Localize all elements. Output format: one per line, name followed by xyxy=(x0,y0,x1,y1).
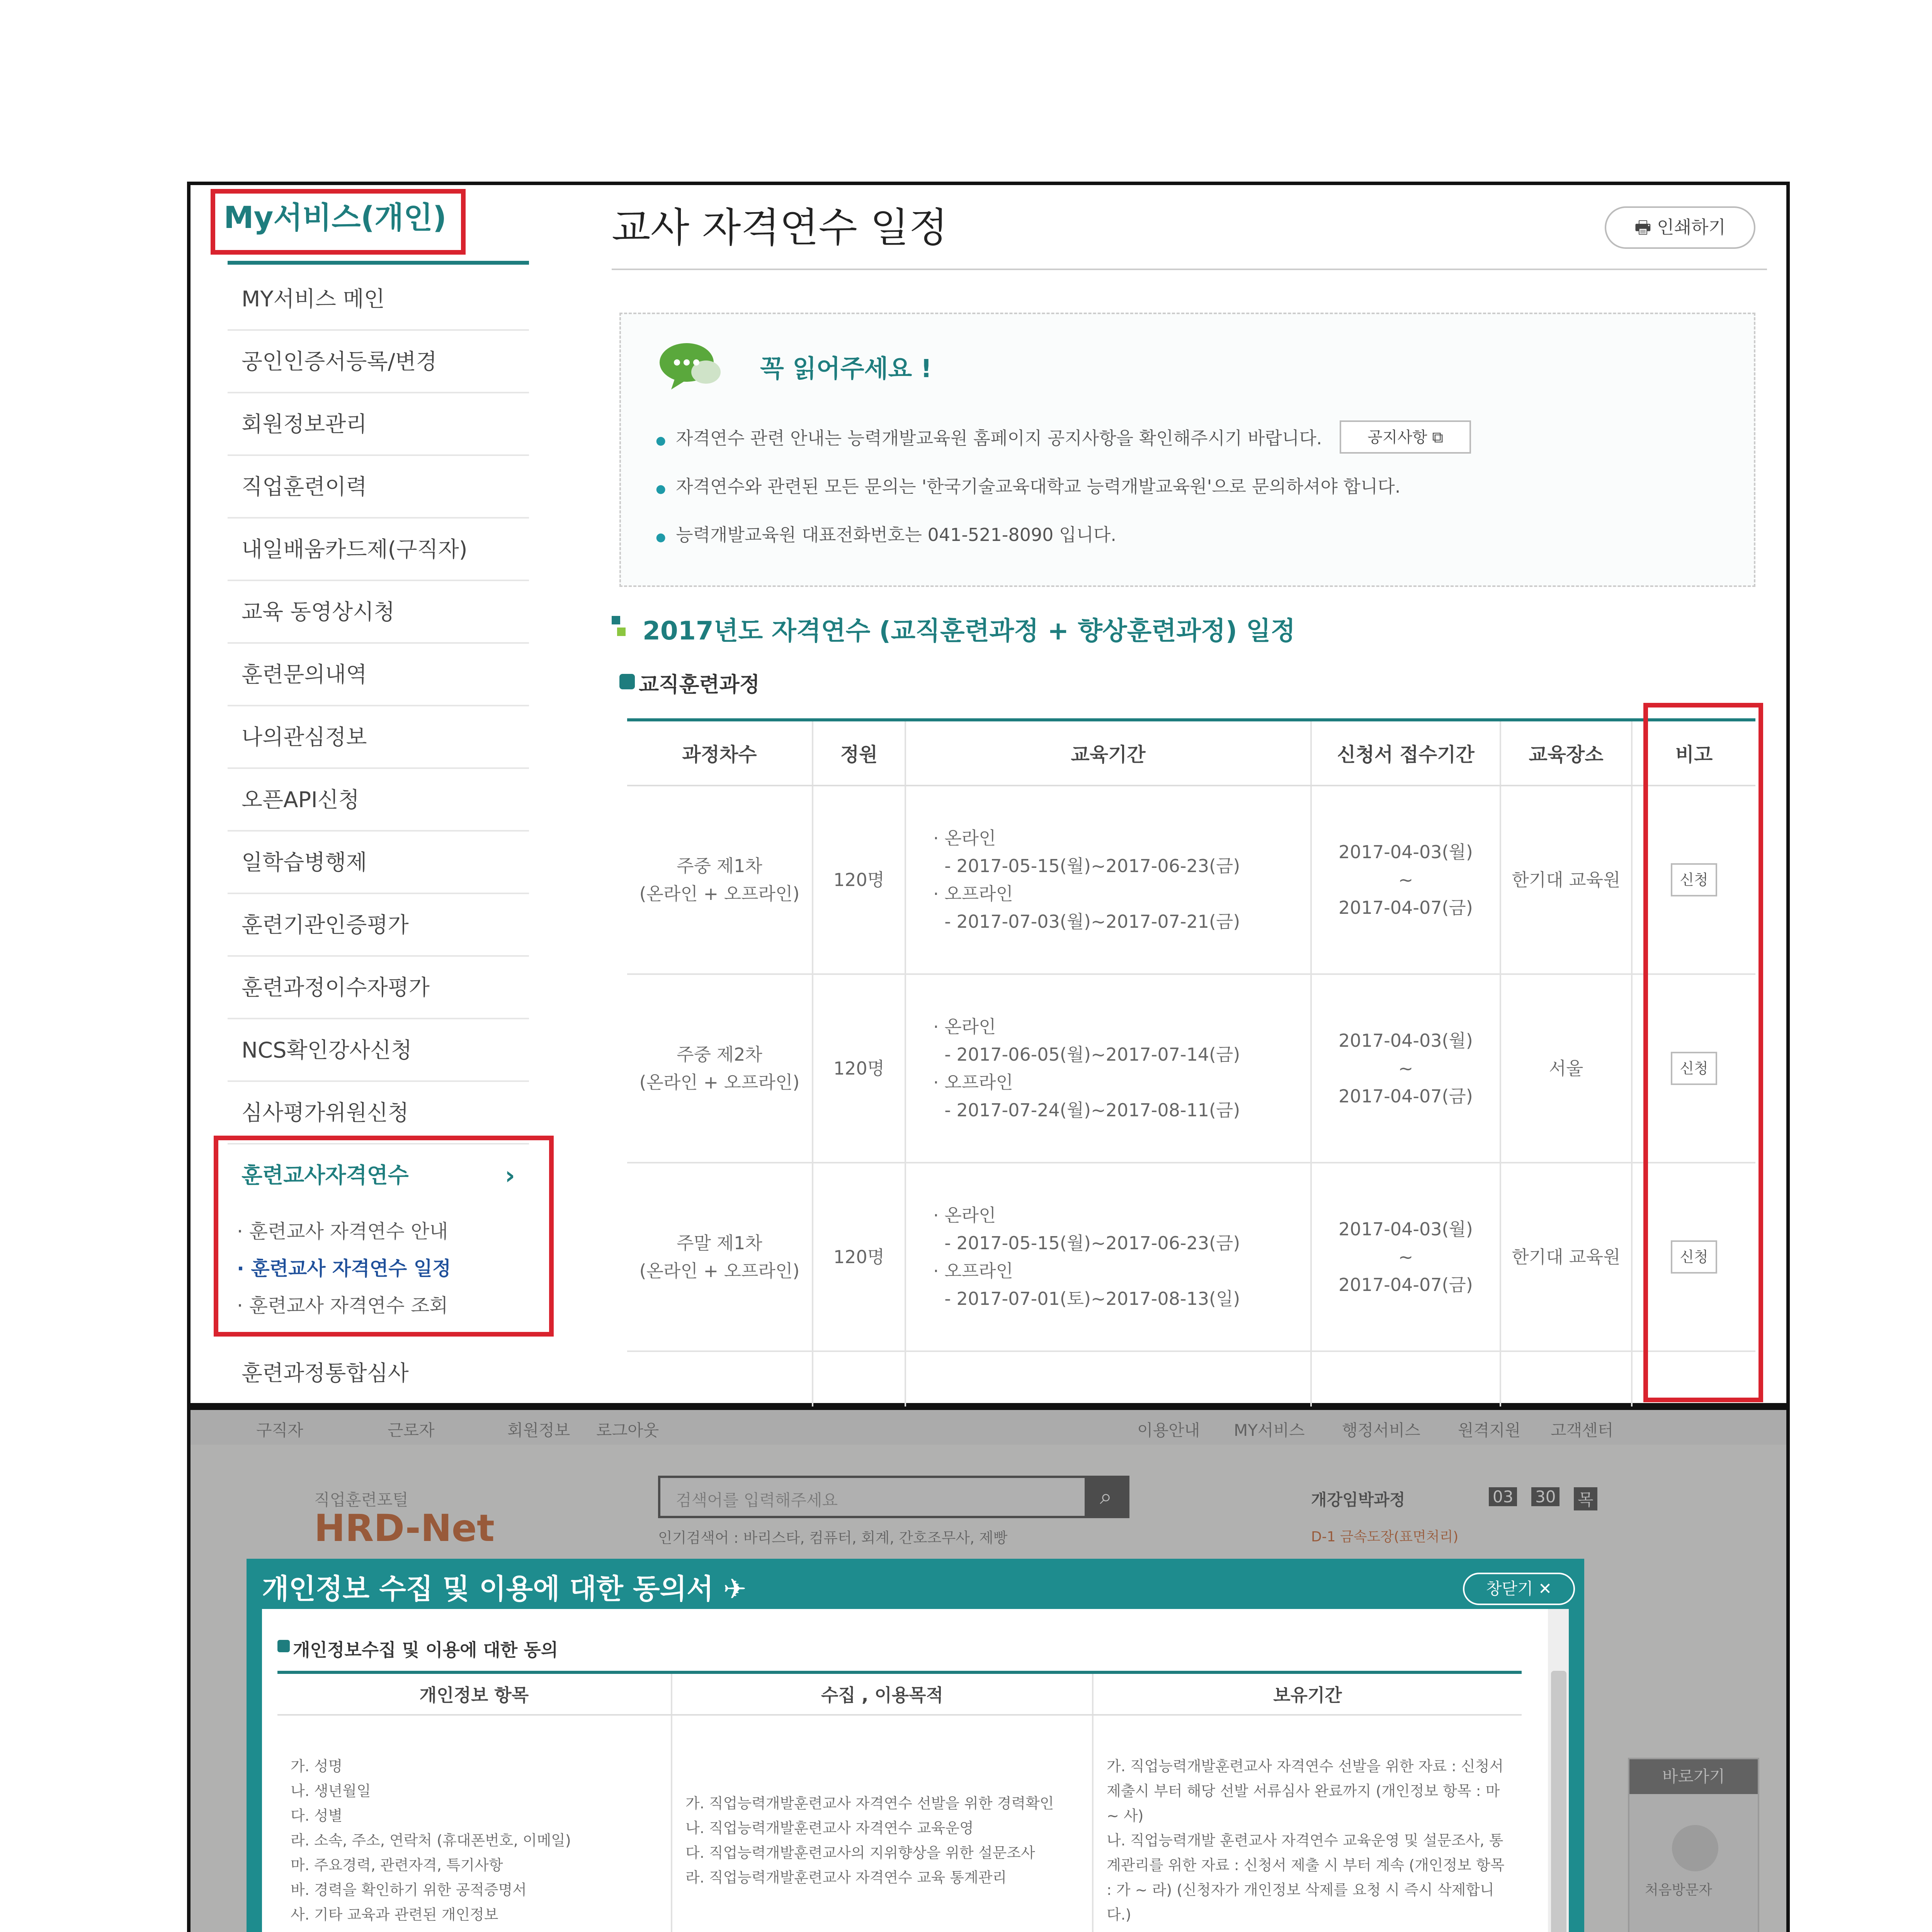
privacy-table xyxy=(277,1671,1522,1932)
nav-link[interactable]: MY서비스 xyxy=(1234,1421,1305,1440)
notice-title: 꼭 읽어주세요 ! xyxy=(760,355,932,383)
list-item: 사. 기타 교육과 관련된 개인정보 xyxy=(291,1906,498,1923)
online-label: 온라인 xyxy=(944,1016,996,1037)
column-header: 과정차수 xyxy=(627,720,813,786)
sidebar-item-integrated-review[interactable]: 훈련과정통합심사 xyxy=(242,1361,409,1386)
course-cell xyxy=(627,1163,813,1351)
table-header-row xyxy=(277,1672,1522,1715)
sidebar-item-member-info[interactable]: 회원정보관리 xyxy=(228,393,529,456)
print-label: 인쇄하기 xyxy=(1657,217,1726,238)
list-item: 다. 성별 xyxy=(291,1807,343,1824)
list-item: 나. 직업능력개발훈련교사 자격연수 교육운영 xyxy=(685,1820,974,1837)
online-label: 온라인 xyxy=(944,828,996,849)
notice-link-label: 공지사항 xyxy=(1367,429,1427,446)
action-column-highlight xyxy=(1643,703,1763,1402)
modal-body xyxy=(262,1609,1569,1932)
sub-item-label: 훈련교사 자격연수 안내 xyxy=(249,1220,448,1243)
sidebar-item-certificate[interactable]: 공인인증서등록/변경 xyxy=(228,331,529,393)
nav-link[interactable]: 고객센터 xyxy=(1551,1421,1614,1440)
schedule-title: 2017년도 자격연수 (교직훈련과정 + 향상훈련과정) 일정 xyxy=(643,616,1296,646)
scrollbar[interactable] xyxy=(1548,1609,1569,1932)
sidebar-item-work-study[interactable]: 일학습병행제 xyxy=(228,832,529,894)
list-item: 가. 직업능력개발훈련교사 자격연수 선발을 위한 경력확인 xyxy=(685,1795,1054,1812)
offline-label: 오프라인 xyxy=(944,883,1013,904)
offline-label: 오프라인 xyxy=(944,1072,1013,1093)
online-period: 2017-05-15(월)~2017-06-23(금) xyxy=(956,855,1240,876)
apply-button[interactable]: 신청 xyxy=(1671,863,1717,896)
deadline-weekday: 목 xyxy=(1574,1487,1597,1510)
application-cell xyxy=(1311,974,1500,1163)
close-icon: ✕ xyxy=(1538,1579,1552,1598)
notice-line: ● 자격연수 관련 안내는 능력개발교육원 홈페이지 공지사항을 확인해주시기 바랍니다. xyxy=(656,428,1322,449)
notice-text: 능력개발교육원 대표전화번호는 041-521-8090 입니다. xyxy=(676,524,1116,545)
section-marker-icon xyxy=(612,616,626,638)
sub-item-schedule[interactable]: · 훈련교사 자격연수 일정 xyxy=(237,1257,451,1280)
list-item: 나. 생년월일 xyxy=(291,1782,371,1799)
schedule-screenshot xyxy=(187,182,1790,1406)
column-header: 신청서 접수기간 xyxy=(1311,720,1500,786)
place-cell: 서울 xyxy=(1500,974,1632,1163)
sidebar-item-reviewer[interactable]: 심사평가위원신청 xyxy=(228,1082,529,1145)
online-label: 온라인 xyxy=(944,1205,996,1226)
capacity-cell: 120명 xyxy=(813,786,905,974)
consent-screenshot xyxy=(187,1406,1790,1932)
notice-link-button[interactable] xyxy=(1340,420,1471,454)
column-header: 수집 , 이용목적 xyxy=(672,1672,1093,1715)
range-separator: ~ xyxy=(1398,1058,1413,1079)
sidebar-item-label: 훈련교사자격연수 xyxy=(242,1163,409,1188)
close-label: 창닫기 xyxy=(1486,1579,1533,1598)
purpose-cell xyxy=(672,1715,1093,1932)
course-name: 주말 제1차 xyxy=(677,1233,762,1253)
sidebar-title-highlight xyxy=(211,189,466,255)
nav-link[interactable]: 행정서비스 xyxy=(1342,1421,1420,1440)
sidebar-item-inquiry[interactable]: 훈련문의내역 xyxy=(228,644,529,706)
quick-item-label[interactable]: 처음방문자 xyxy=(1645,1882,1712,1898)
list-item: 가. 성명 xyxy=(291,1758,343,1775)
capacity-cell: 120명 xyxy=(813,1163,905,1351)
consent-modal xyxy=(247,1559,1584,1932)
scrollbar-thumb[interactable] xyxy=(1551,1671,1566,1932)
application-end: 2017-04-07(금) xyxy=(1338,1274,1473,1295)
popular-keywords: 인기검색어 : 바리스타, 컴퓨터, 회계, 간호조무사, 제빵 xyxy=(658,1529,1008,1546)
sidebar-item-course-eval[interactable]: 훈련과정이수자평가 xyxy=(228,957,529,1019)
nav-link[interactable]: 로그아웃 xyxy=(596,1421,659,1440)
application-end: 2017-04-07(금) xyxy=(1338,1086,1473,1107)
list-item: 다. 직업능력개발훈련교사의 지위향상을 위한 설문조사 xyxy=(685,1844,1035,1861)
deadline-day: 30 xyxy=(1531,1487,1560,1506)
brand-small: 직업훈련포털 xyxy=(314,1490,408,1509)
nav-link[interactable]: 원격지원 xyxy=(1458,1421,1521,1440)
application-cell xyxy=(1311,786,1500,974)
notice-box xyxy=(619,313,1755,587)
sub-item-guide[interactable]: · 훈련교사 자격연수 안내 xyxy=(237,1220,448,1243)
place-cell: 한기대 교육원 xyxy=(1500,1163,1632,1351)
list-item: 라. 직업능력개발훈련교사 자격연수 교육 통계관리 xyxy=(685,1869,1007,1886)
speech-bubble-icon xyxy=(660,341,721,391)
column-header: 보유기간 xyxy=(1093,1672,1522,1715)
table-row xyxy=(627,1163,1755,1351)
section-title: 개인정보수집 및 이용에 대한 동의 xyxy=(293,1639,558,1660)
offline-period: 2017-07-01(토)~2017-08-13(일) xyxy=(956,1288,1240,1309)
bullet-icon xyxy=(277,1640,290,1652)
chevron-right-icon: › xyxy=(505,1162,515,1190)
table-row xyxy=(627,974,1755,1163)
list-item: 라. 소속, 주소, 연락처 (휴대폰번호, 이메일) xyxy=(291,1832,571,1849)
bullet-icon xyxy=(619,674,635,689)
sidebar-item-training-history[interactable]: 직업훈련이력 xyxy=(228,456,529,519)
nav-link[interactable]: 구직자 xyxy=(256,1421,303,1440)
sparkle-icon: ✈ xyxy=(723,1573,747,1605)
sub-item-label: 훈련교사 자격연수 일정 xyxy=(251,1257,451,1280)
printer-icon: 🖶 xyxy=(1634,217,1657,238)
column-header: 개인정보 항목 xyxy=(277,1672,672,1715)
offline-label: 오프라인 xyxy=(944,1260,1013,1281)
column-header: 비고 xyxy=(1632,720,1755,786)
sub-item-lookup[interactable]: · 훈련교사 자격연수 조회 xyxy=(237,1294,448,1317)
course-mode: (온라인 + 오프라인) xyxy=(639,1072,800,1093)
range-separator: ~ xyxy=(1398,869,1413,890)
quick-menu-title: 바로가기 xyxy=(1629,1759,1758,1794)
course-name: 주중 제1차 xyxy=(677,855,762,876)
sidebar xyxy=(206,185,538,1410)
modal-title xyxy=(262,1566,747,1607)
modal-title-text: 개인정보 수집 및 이용에 대한 동의서 xyxy=(262,1573,714,1605)
close-button[interactable] xyxy=(1463,1573,1575,1605)
application-start: 2017-04-03(월) xyxy=(1338,1219,1473,1240)
course-mode: (온라인 + 오프라인) xyxy=(639,883,800,904)
list-item: 마. 주요경력, 관련자격, 특기사항 xyxy=(291,1857,503,1874)
capacity-cell: 120명 xyxy=(813,974,905,1163)
search-icon[interactable]: ⌕ xyxy=(1085,1478,1127,1516)
brand-logo[interactable]: HRD-Net xyxy=(314,1507,495,1550)
page-title: 교사 자격연수 일정 xyxy=(612,204,948,251)
subsection-title: 교직훈련과정 xyxy=(639,672,760,697)
place-cell: 한기대 교육원 xyxy=(1500,786,1632,974)
list-item: 나. 직업능력개발 훈련교사 자격연수 교육운영 및 설문조사, 통계관리를 위한 자료 : 신청서 제출 시 부터 계속 (개인정보 항목 : 가 ~ 라) (신청자가 개인정보 삭제를 요청 시 즉시 삭제합니다.) xyxy=(1107,1832,1505,1923)
apply-button[interactable]: 신청 xyxy=(1671,1052,1717,1085)
sidebar-item-video[interactable]: 교육 동영상시청 xyxy=(228,581,529,644)
column-header: 교육장소 xyxy=(1500,720,1632,786)
sidebar-item-ncs[interactable]: NCS확인강사신청 xyxy=(228,1019,529,1082)
range-separator: ~ xyxy=(1398,1247,1413,1267)
deadline-month: 03 xyxy=(1489,1487,1517,1506)
main-content xyxy=(612,185,1786,1410)
list-item: 가. 직업능력개발훈련교사 자격연수 선발을 위한 자료 : 신청서 제출시 부터 해당 선발 서류심사 완료까지 (개인정보 항목 : 마 ~ 사) xyxy=(1107,1758,1504,1824)
application-start: 2017-04-03(월) xyxy=(1338,842,1473,862)
notice-line: ● 능력개발교육원 대표전화번호는 041-521-8090 입니다. xyxy=(656,524,1116,545)
items-cell xyxy=(277,1715,672,1932)
table-row xyxy=(627,786,1755,974)
sidebar-item-openapi[interactable]: 오픈API신청 xyxy=(228,769,529,832)
sidebar-item-card[interactable]: 내일배움카드제(구직자) xyxy=(228,519,529,581)
sidebar-item-institution-eval[interactable]: 훈련기관인증평가 xyxy=(228,894,529,957)
sidebar-title: My서비스(개인) xyxy=(224,201,447,235)
nav-link[interactable]: 이용안내 xyxy=(1137,1421,1200,1440)
list-item: 바. 경력을 확인하기 위한 공적증명서 xyxy=(291,1881,527,1898)
offline-period: 2017-07-24(월)~2017-08-11(금) xyxy=(956,1100,1240,1121)
course-mode: (온라인 + 오프라인) xyxy=(639,1260,800,1281)
period-cell: · 온라인 - 2017-06-05(월)~2017-07-14(금) · 오프라인 - 2017-07-24(월)~2017-08-11(금) xyxy=(905,974,1311,1163)
application-cell xyxy=(1311,1163,1500,1351)
apply-button[interactable]: 신청 xyxy=(1671,1240,1717,1274)
sub-item-label: 훈련교사 자격연수 조회 xyxy=(249,1294,448,1317)
column-header: 교육기간 xyxy=(905,720,1311,786)
period-cell: · 온라인 - 2017-05-15(월)~2017-06-23(금) · 오프라인 - 2017-07-01(토)~2017-08-13(일) xyxy=(905,1163,1311,1351)
sidebar-active-highlight xyxy=(214,1136,554,1337)
online-period: 2017-05-15(월)~2017-06-23(금) xyxy=(956,1233,1240,1253)
table-header-row xyxy=(627,720,1755,786)
course-cell xyxy=(627,786,813,974)
course-cell xyxy=(627,974,813,1163)
notice-text: 자격연수 관련 안내는 능력개발교육원 홈페이지 공지사항을 확인해주시기 바랍니다. xyxy=(676,428,1322,449)
course-name: 주중 제2차 xyxy=(677,1044,762,1065)
nav-link[interactable]: 근로자 xyxy=(388,1421,435,1440)
external-link-icon: ⧉ xyxy=(1432,429,1443,446)
application-end: 2017-04-07(금) xyxy=(1338,897,1473,918)
title-divider xyxy=(612,269,1767,270)
notice-text: 자격연수와 관련된 모든 문의는 '한국기술교육대학교 능력개발교육원'으로 문의하셔야 합니다. xyxy=(676,476,1401,497)
notice-line: ● 자격연수와 관련된 모든 문의는 '한국기술교육대학교 능력개발교육원'으로 문의하셔야 합니다. xyxy=(656,476,1401,497)
online-period: 2017-06-05(월)~2017-07-14(금) xyxy=(956,1044,1240,1065)
nav-link[interactable]: 회원정보 xyxy=(507,1421,570,1440)
application-start: 2017-04-03(월) xyxy=(1338,1030,1473,1051)
search-input[interactable]: 검색어를 입력해주세요 xyxy=(676,1491,838,1510)
print-button[interactable] xyxy=(1605,206,1755,249)
table-row xyxy=(277,1715,1522,1932)
deadline-item[interactable]: D-1 금속도장(표면처리) xyxy=(1311,1529,1459,1545)
offline-period: 2017-07-03(월)~2017-07-21(금) xyxy=(956,911,1240,932)
retention-cell xyxy=(1093,1715,1522,1932)
sidebar-item-interest[interactable]: 나의관심정보 xyxy=(228,706,529,769)
column-header: 정원 xyxy=(813,720,905,786)
period-cell: · 온라인 - 2017-05-15(월)~2017-06-23(금) · 오프라인 - 2017-07-03(월)~2017-07-21(금) xyxy=(905,786,1311,974)
sidebar-item-main[interactable]: MY서비스 메인 xyxy=(228,268,529,331)
sidebar-divider xyxy=(228,261,529,265)
deadline-label: 개강임박과정 xyxy=(1311,1490,1405,1509)
